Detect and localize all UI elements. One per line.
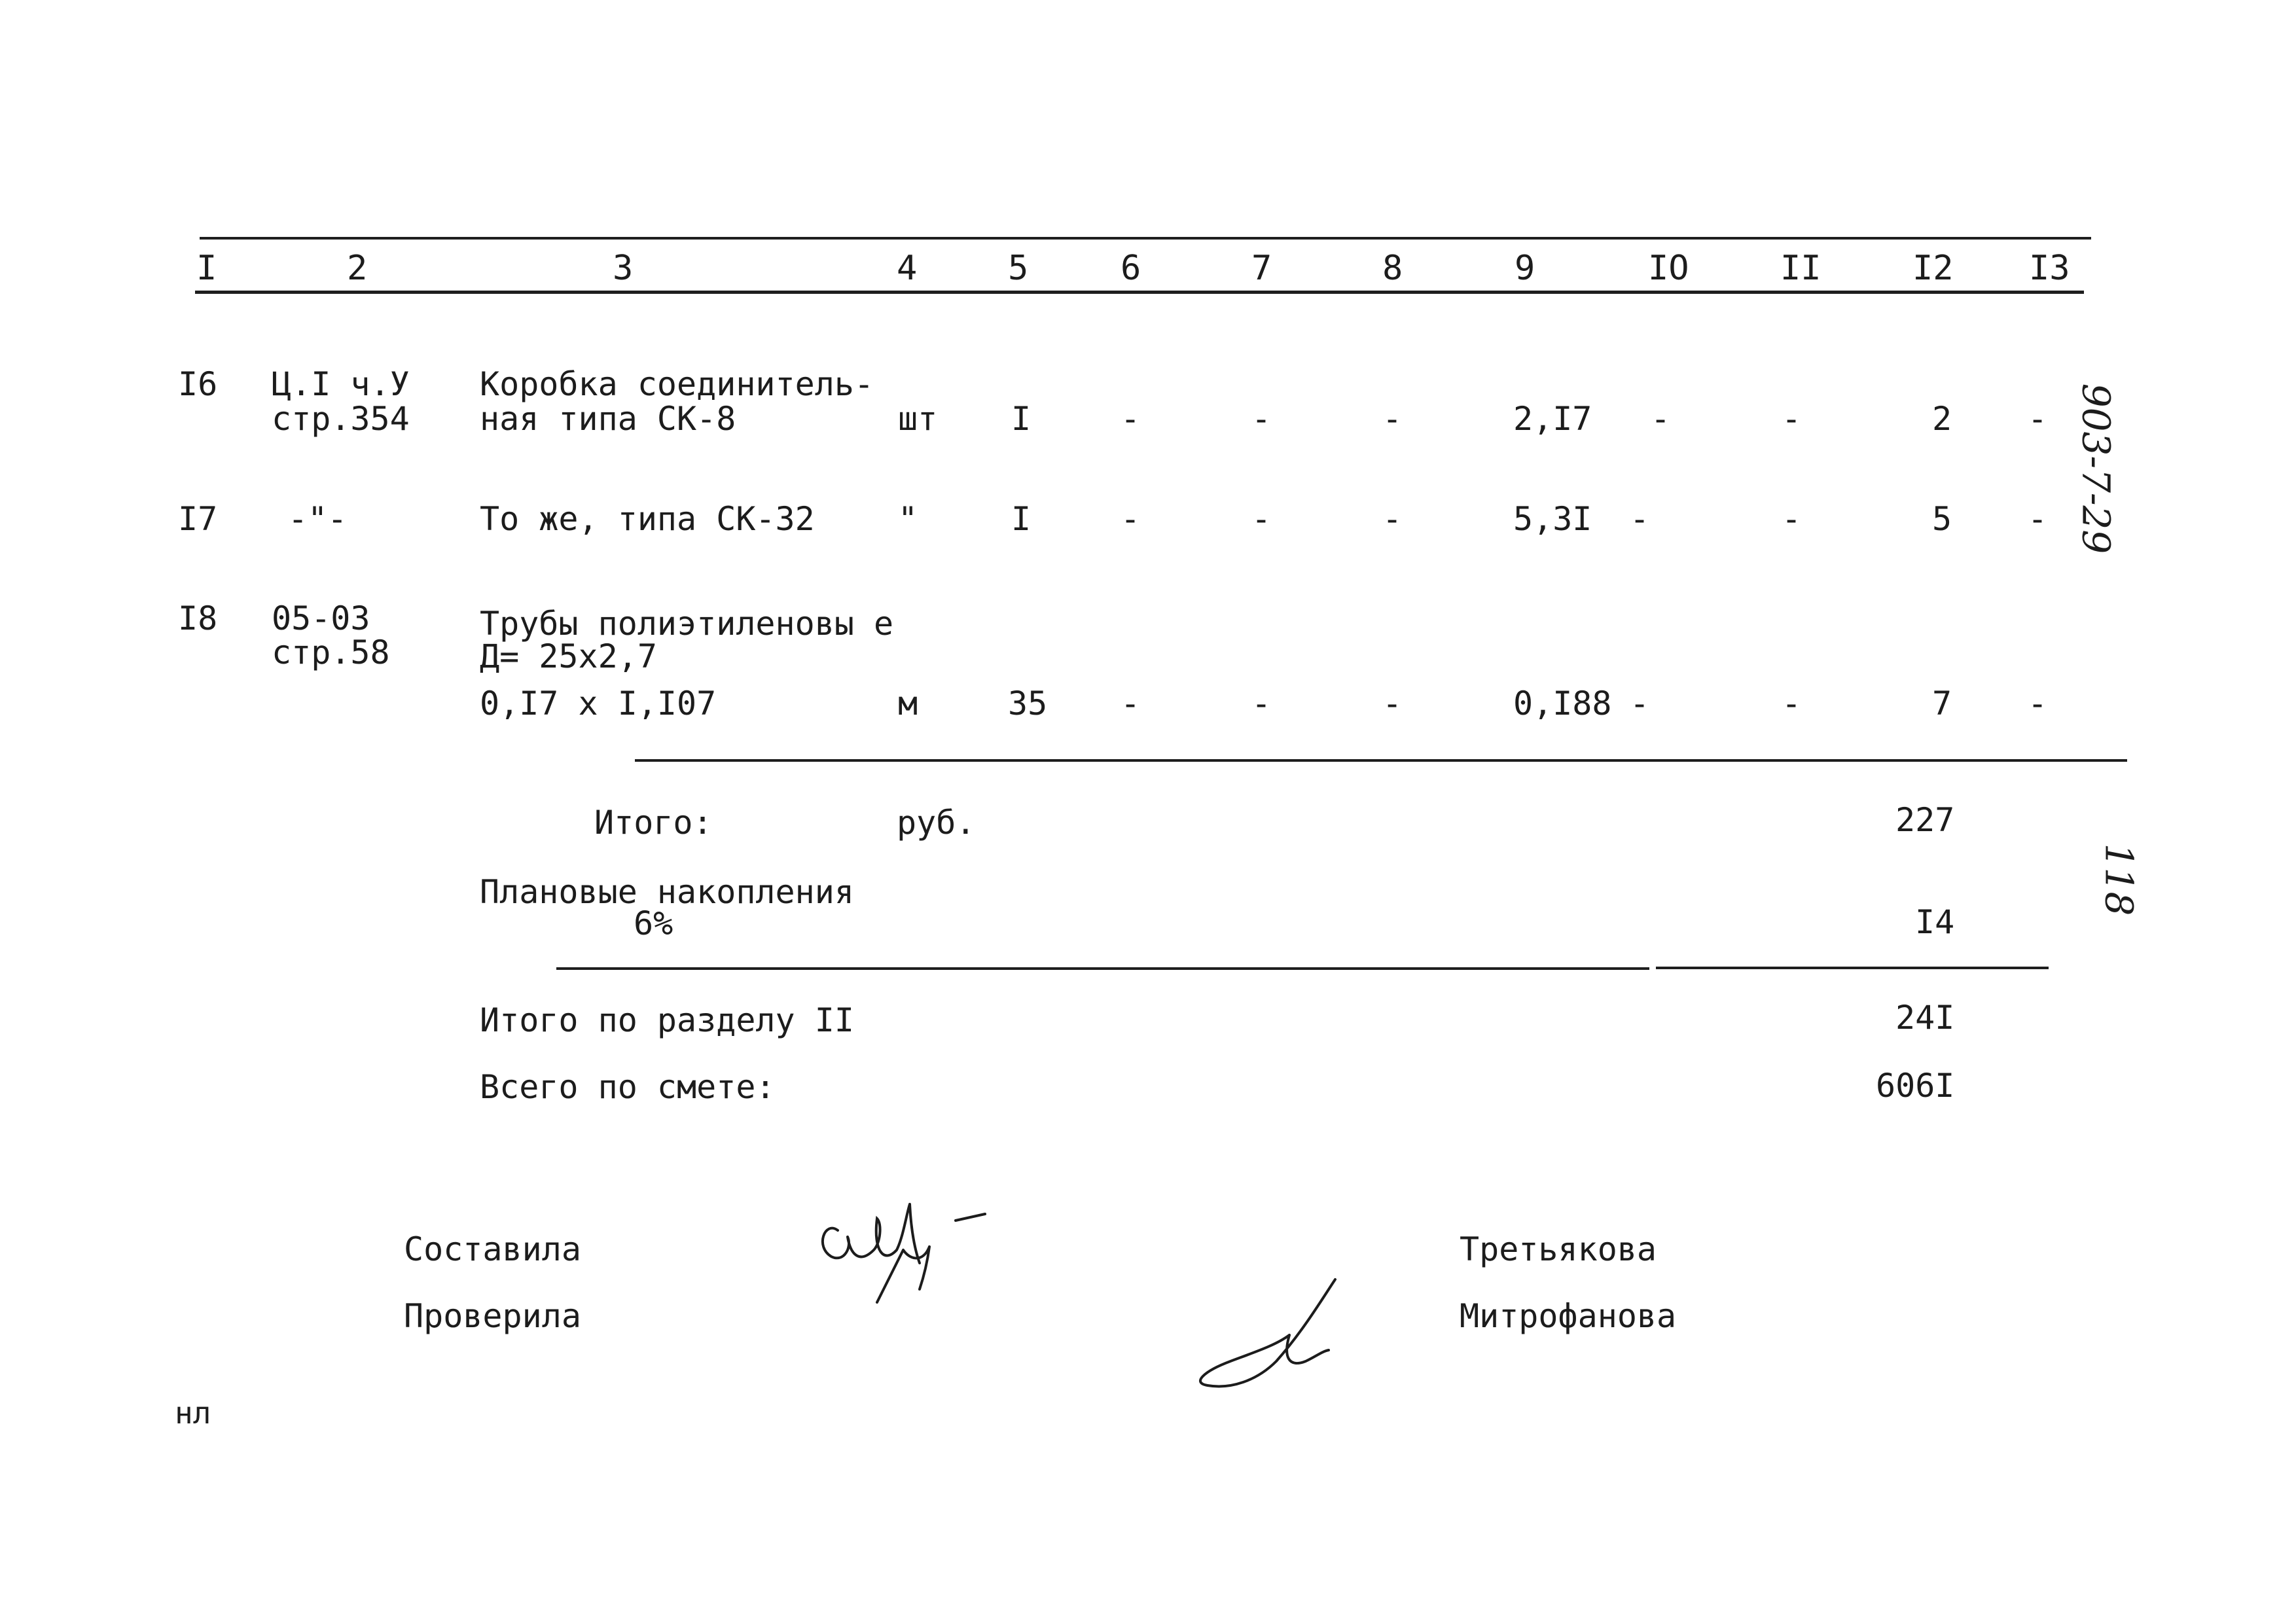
- header-bottom-rule: [195, 291, 2084, 294]
- row-cell: -: [2028, 400, 2048, 438]
- header-top-rule: [200, 237, 2091, 240]
- section-total-label: Итого по разделу II: [480, 1001, 854, 1039]
- compiled-by-name: Третьякова: [1460, 1230, 1657, 1268]
- totals-rule-left: [556, 967, 1649, 970]
- row-reference: -"-: [288, 500, 348, 538]
- column-header: II: [1780, 249, 1821, 288]
- checked-by-label: Проверила: [404, 1297, 581, 1335]
- column-header: I: [196, 249, 217, 288]
- column-header: 9: [1515, 249, 1535, 288]
- row-total: 2: [1932, 400, 1952, 438]
- planned-savings-percent: 6%: [634, 904, 673, 942]
- planned-savings-label: Плановые накопления: [480, 873, 854, 911]
- row-price: 2,I7: [1513, 400, 1592, 438]
- column-header: I3: [2029, 249, 2070, 288]
- row-reference: 05-03: [272, 599, 370, 637]
- row-price: 5,3I: [1513, 500, 1592, 538]
- rows-bottom-rule: [635, 759, 2127, 762]
- grand-total-value: 606I: [1876, 1067, 1955, 1105]
- row-cell: -: [1121, 400, 1141, 438]
- row-cell: -: [1121, 685, 1141, 722]
- row-name: Трубы полиэтиленовы е: [480, 605, 894, 643]
- row-reference: Ц.I ч.У: [272, 365, 410, 403]
- row-cell: -: [1782, 685, 1802, 722]
- row-unit: м: [898, 685, 918, 722]
- row-name: То же, типа СК-32: [480, 500, 815, 538]
- subtotal-unit: руб.: [897, 804, 976, 842]
- row-number: I6: [178, 365, 218, 403]
- row-cell: -: [1651, 400, 1671, 438]
- row-quantity: I: [1011, 400, 1031, 438]
- row-cell: -: [2028, 685, 2048, 722]
- row-cell: -: [1782, 500, 1802, 538]
- column-header: 7: [1251, 249, 1272, 288]
- row-cell: -: [2028, 500, 2048, 538]
- row-name: 0,I7 х I,I07: [480, 685, 717, 722]
- column-header: 6: [1121, 249, 1141, 288]
- row-reference: стр.354: [272, 400, 410, 438]
- row-quantity: 35: [1008, 685, 1048, 722]
- row-price: 0,I88: [1513, 685, 1612, 722]
- row-reference: стр.58: [272, 633, 390, 671]
- subtotal-label: Итого:: [594, 804, 713, 842]
- row-total: 5: [1932, 500, 1952, 538]
- signature-checker: [1191, 1273, 1348, 1391]
- totals-rule-right: [1656, 967, 2049, 969]
- row-number: I7: [178, 500, 218, 538]
- row-cell: -: [1251, 500, 1272, 538]
- row-quantity: I: [1011, 500, 1031, 538]
- row-cell: -: [1782, 400, 1802, 438]
- row-cell: -: [1382, 400, 1403, 438]
- row-number: I8: [178, 599, 218, 637]
- column-header: I2: [1912, 249, 1954, 288]
- row-name: Коробка соединитель-: [480, 365, 874, 403]
- column-header: IO: [1648, 249, 1689, 288]
- row-cell: -: [1630, 500, 1650, 538]
- row-cell: -: [1382, 685, 1403, 722]
- compiled-by-label: Составила: [404, 1230, 581, 1268]
- page-number: 118: [2096, 843, 2142, 916]
- row-cell: -: [1630, 685, 1650, 722]
- grand-total-label: Всего по смете:: [480, 1068, 776, 1106]
- row-cell: -: [1121, 500, 1141, 538]
- checked-by-name: Митрофанова: [1460, 1297, 1677, 1335]
- document-code: 903-7-29: [2073, 383, 2119, 554]
- column-header: 5: [1008, 249, 1029, 288]
- column-header: 3: [613, 249, 634, 288]
- signature-compiler: [812, 1185, 1001, 1309]
- planned-savings-value: I4: [1915, 903, 1955, 941]
- column-header: 4: [897, 249, 918, 288]
- subtotal-value: 227: [1895, 801, 1955, 839]
- row-name: Д= 25х2,7: [480, 637, 657, 675]
- footer-mark: нл: [175, 1395, 211, 1431]
- column-header: 8: [1382, 249, 1403, 288]
- row-cell: -: [1251, 685, 1272, 722]
- row-cell: -: [1251, 400, 1272, 438]
- row-total: 7: [1932, 685, 1952, 722]
- row-unit: шт: [898, 400, 938, 438]
- row-name: ная типа СК-8: [480, 400, 736, 438]
- section-total-value: 24I: [1895, 999, 1955, 1037]
- column-header: 2: [347, 249, 368, 288]
- row-unit: ": [898, 500, 918, 538]
- row-cell: -: [1382, 500, 1403, 538]
